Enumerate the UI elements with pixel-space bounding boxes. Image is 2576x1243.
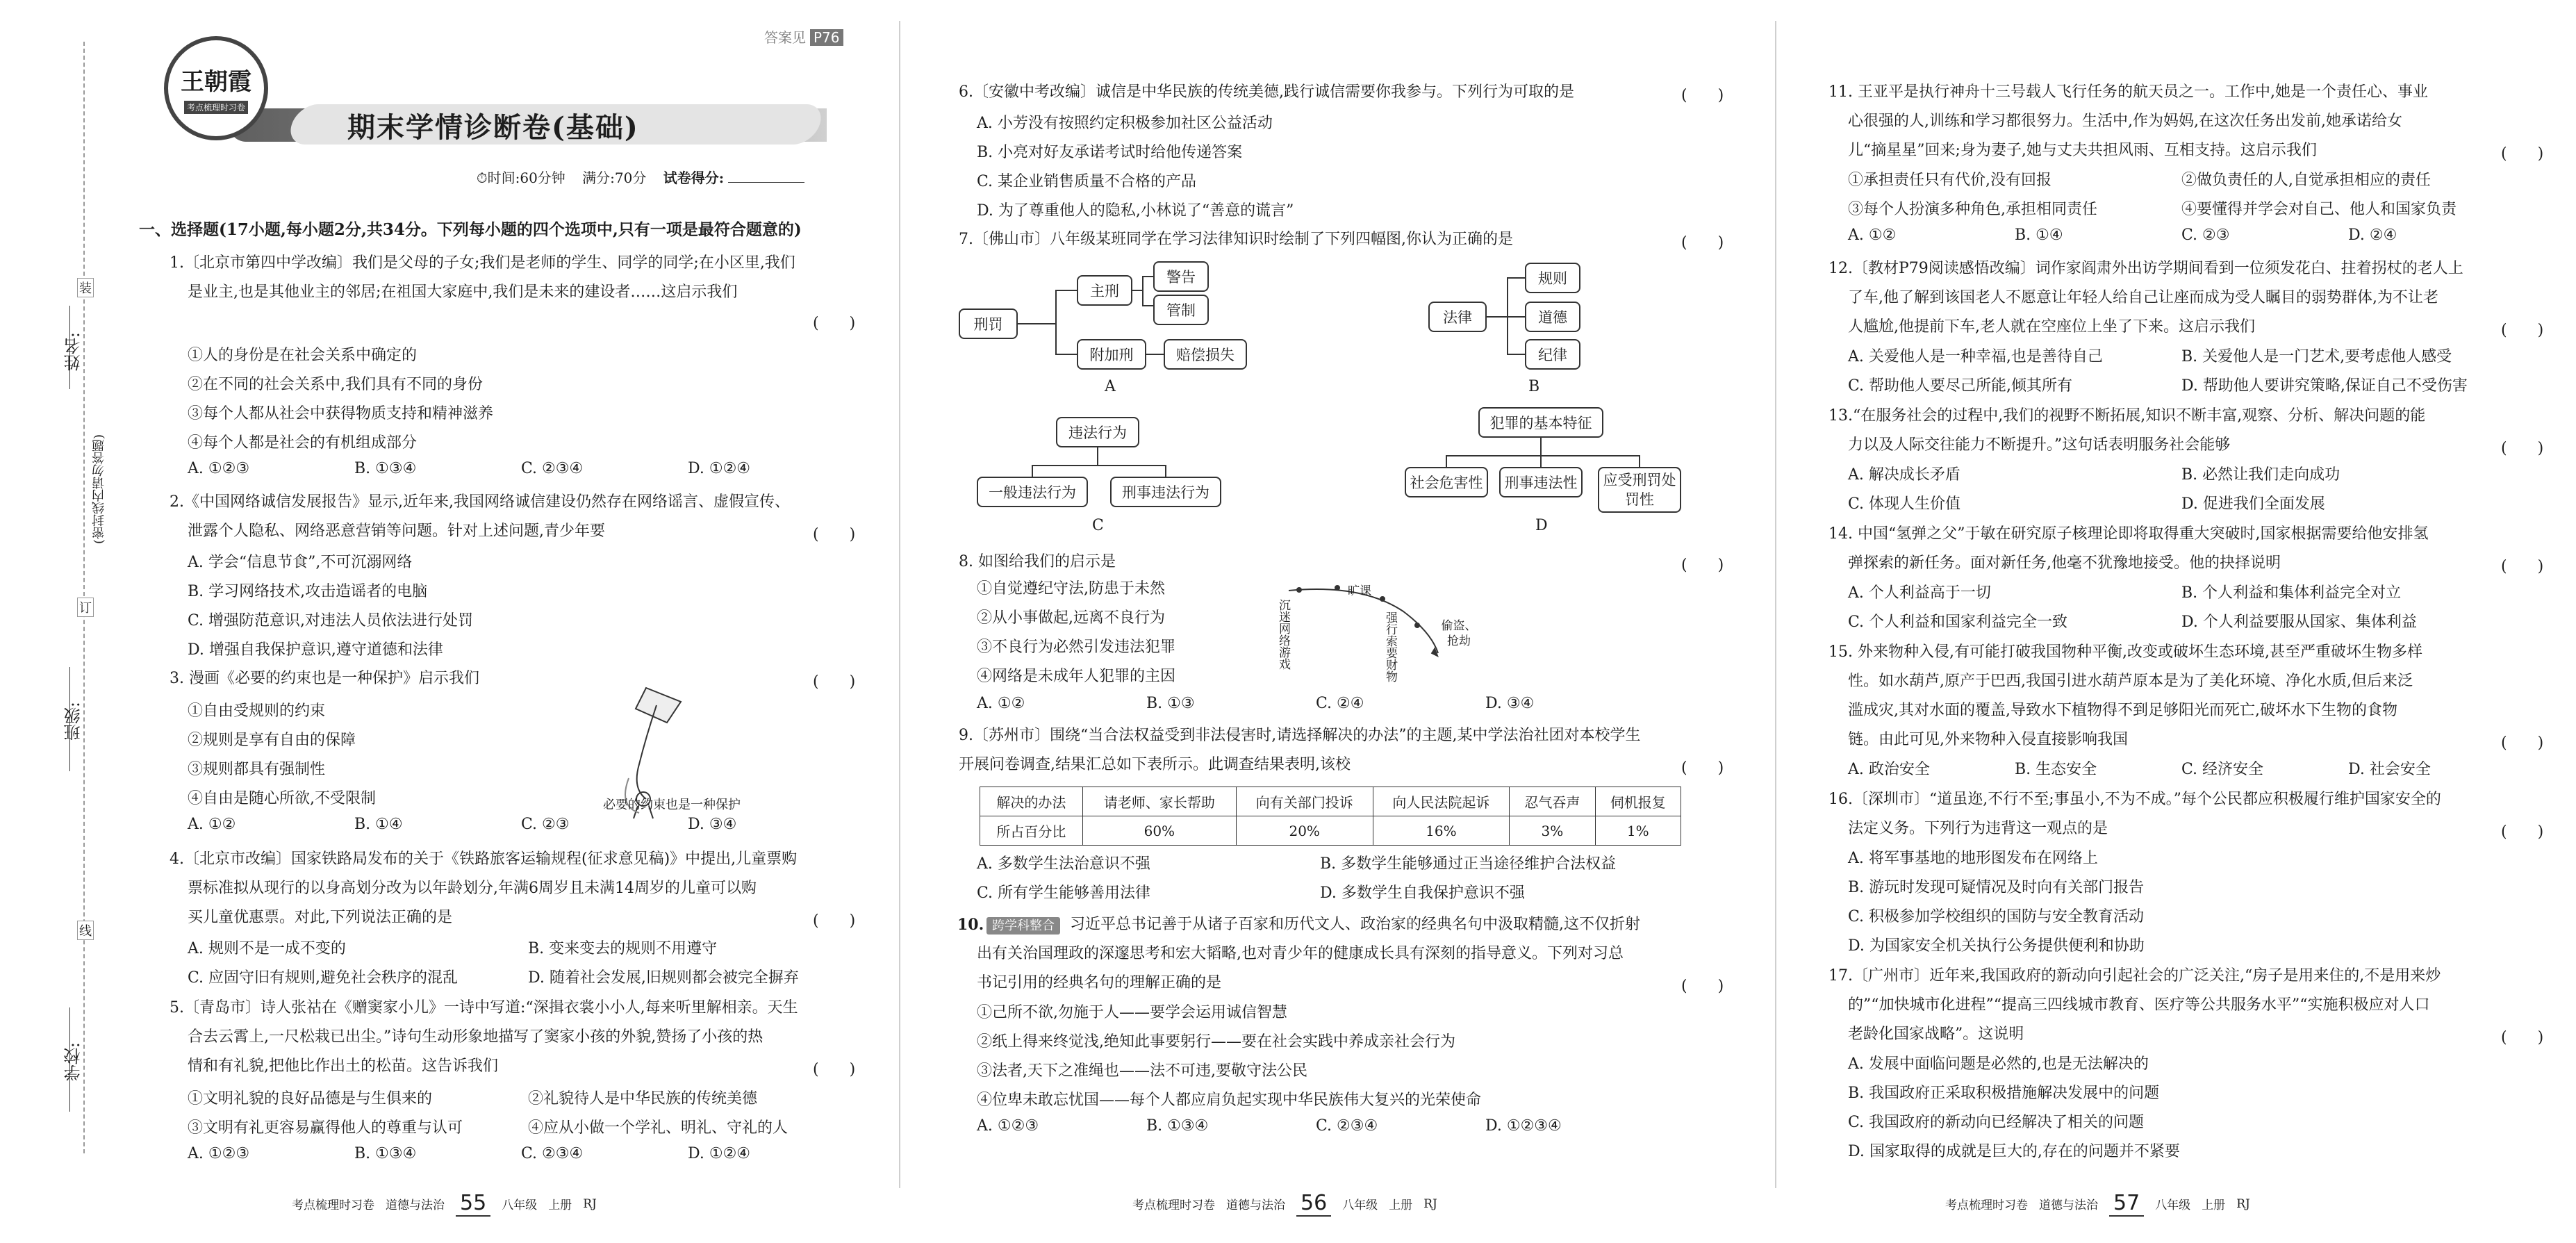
diagram-a-main: 主刑: [1077, 275, 1132, 306]
logo-text: 王朝霞: [181, 68, 251, 96]
option-b[interactable]: B. ①④: [2015, 227, 2063, 244]
table-row: 所占百分比 60% 20% 16% 3% 1%: [980, 816, 1681, 846]
option-c[interactable]: C. 积极参加学校组织的国防与安全教育活动: [1848, 908, 2145, 925]
page-footer: 考点梳理时习卷 道德与法治 56 八年级 上册 RJ: [1132, 1191, 1437, 1215]
option-a[interactable]: A. 规则不是一成不变的: [188, 940, 346, 957]
option-b[interactable]: B. 必然让我们走向成功: [2181, 466, 2340, 484]
option-c[interactable]: C. 经济安全: [2181, 761, 2264, 778]
option-d[interactable]: D. ①②③④: [1485, 1117, 1562, 1135]
option-b[interactable]: B. 变来变去的规则不用遵守: [528, 940, 718, 957]
option-d[interactable]: D. 为了尊重他人的隐私,小林说了“善意的谎言”: [977, 202, 1294, 220]
page-right: 11. 王亚平是执行神舟十三号载人飞行任务的航天员之一。工作中,她是一个责任心、事业 心很强的人,训练和学习都很努力。生活中,作为妈妈,在这次任务出发前,她承诺给女 儿“摘星星”回来;身为妻子,她与丈夫共担风雨、互相支持。这启示我们 ( ) ①承担责任只有代价,没有回报 ②做负责任的人,自觉承担相应的责任 ③每个人扮演多种角色,承担相同责任 ④要懂得并学会对自己、他人和国家负责 A. ①② B. ①④ C. ②③ D. ②④ 12.〔教材P79阅读感悟改编〕词作家阎肃外出访学期间看到一位须发花白、拄着拐杖的老人上 了车,他了解到该国老人不愿意让年轻人给自己让座而成为受人瞩目的弱势群体,为不让老 人尴尬,他提前下车,老人就在空座位上坐了下来。这启示我们 ( ) A. 关爱他人是一种幸福,也是善待自己 B. 关爱他人是一门艺术,要考虑他人感受 C. 帮助他人要尽己所能,倾其所有 D. 帮助他人要讲究策略,保证自己不受伤害 13.“在服务社会的过程中,我们的视野不断拓展,知识不断丰富,观察、分析、解决问题的能 力以及人际交往能力不断提升。”这句话表明服务社会能够 ( ) A. 解决成长矛盾 B. 必然让我们走向成功 C. 体现人生价值 D. 促进我们全面发展 14. 中国“氢弹之父”于敏在研究原子核理论即将取得重大突破时,国家根据需要给他安排氢 弹探索的新任务。面对新任务,他毫不犹豫地接受。他的抉择说明 ( ) A. 个人利益高于一切 B. 个人利益和集体利益完全对立 C. 个人利益和国家利益完全一致 D. 个人利益要服从国家、集体利益 15. 外来物种入侵,有可能打破我国物种平衡,改变或破坏生态环境,甚至严重破坏生物多样 性。如水葫芦,原产于巴西,我国引进水葫芦原本是为了美化环境、净化水质,但后来泛 滥成灾,其对水面的覆盖,导致水下植物得不到足够阳光而死亡,破坏水下生物的食物 链。由此可见,外来物种入侵直接影响我国 ( ) A. 政治安全 B. 生态安全 C. 经济安全 D. 社会安全 16.〔深圳市〕“道虽迩,不行不至;事虽小,不为不成。”每个公民都应积极履行维护国家安全的 法定义务。下列行为违背这一观点的是 ( ) A. 将军事基地的地形图发布在网络上 B. 游玩时发现可疑情况及时向有关部门报告 C. 积极参加学校组织的国防与安全教育活动 D. 为国家安全机关执行公务提供便利和协助 17.〔广州市〕近年来,我国政府的新动向引起社会的广泛关注,“房子是用来住的,不是用来炒 的”“加快城市化进程”“提高三四线城市教育、医疗等公共服务水平”“实施积极应对人口 老龄化国家战略”。这说明 ( ) A. 发展中面临问题是必然的,也是无法解决的 B. 我国政府正采取积极措施解决发展中的问题 C. 我国政府的新动向已经解决了相关的问题 D. 国家取得的成就是巨大的,存在的问题并不紧要 考点梳理时习卷 道德与法治 57 八年级 上册 RJ: [1828, 83, 2544, 1215]
option-a[interactable]: A. 学会“信息节食”,不可沉溺网络: [188, 554, 413, 571]
page-footer: 考点梳理时习卷 道德与法治 57 八年级 上册 RJ: [1945, 1191, 2250, 1215]
option-d[interactable]: D. 为国家安全机关执行公务提供便利和协助: [1848, 937, 2145, 955]
option-a[interactable]: A. ①②③: [188, 1145, 250, 1162]
diagram-b-rule: 规则: [1525, 263, 1580, 293]
answer-paren[interactable]: ( ): [2501, 322, 2544, 339]
option-a[interactable]: A. 个人利益高于一切: [1848, 584, 1991, 602]
option-d[interactable]: D. 多数学生自我保护意识不强: [1320, 884, 1525, 902]
option-a[interactable]: A. 发展中面临问题是必然的,也是无法解决的: [1848, 1055, 2149, 1073]
answer-paren[interactable]: ( ): [813, 673, 856, 691]
option-d[interactable]: D. ③④: [1485, 695, 1535, 712]
option-d[interactable]: D. 国家取得的成就是巨大的,存在的问题并不紧要: [1848, 1143, 2180, 1160]
diagram-d-a: 社会危害性: [1405, 467, 1488, 497]
option-c[interactable]: C. 应固守旧有规则,避免社会秩序的混乱: [188, 969, 459, 987]
diagram-d-c: 应受刑罚处罚性: [1598, 467, 1681, 513]
figure-label-b: 旷课: [1348, 584, 1371, 598]
option-b[interactable]: B. 学习网络技术,攻击造谣者的电脑: [188, 583, 428, 600]
option-c[interactable]: C. 个人利益和国家利益完全一致: [1848, 614, 2068, 631]
option-b[interactable]: B. ①③④: [1146, 1117, 1209, 1135]
option-b[interactable]: B. 小亮对好友承诺考试时给他传递答案: [977, 144, 1243, 161]
column-divider: [1775, 21, 1776, 1188]
option-c[interactable]: C. 所有学生能够善用法律: [977, 884, 1151, 902]
seal-mark: 订: [77, 598, 94, 617]
answer-paren[interactable]: ( ): [813, 1061, 856, 1078]
answer-paren[interactable]: ( ): [813, 526, 856, 543]
survey-table: [980, 787, 1681, 846]
option-d[interactable]: D. ②④: [2348, 227, 2397, 244]
class-label: 班级:: [64, 702, 83, 741]
page-left: 姓名: 班级: 学校: (密封线内请勿答题) 装 订 线 答案见 P76 王朝霞 考点梳理时习卷 期末学情诊断卷(基础) ⏱时间:60分钟 满分:70分 试卷得分: 一、选择题(17小题,每小题2分,共34分。下列每小题的四个选项中,只有一项是最符合题意的) 1.〔北京市第四中学改编〕我们是父母的子女;我们是老师的学生、同学的同学;在小区里,我们 是业主,也是其他业主的邻居;在祖国大家庭中,我们是未来的建设者……这启示我们 ( ) ①人的身份是在社会关系中确定的 ②在不同的社会关系中,我们具有不同的身份 ③每个人都从社会中获得物质支持和精神滋养 ④每个人都是社会的有机组成部分 A. ①②③ B. ①③④ C. ②③④ D. ①②④ 2.《中国网络诚信发展报告》显示,近年来,我国网络诚信建设仍然存在网络谣言、虚假宣传、 泄露个人隐私、网络恶意营销等问题。针对上述问题,青少年要 ( ) A. 学会“信息节食”,不可沉溺网络 B. 学习网络技术,攻击造谣者的电脑 C. 增强防范意识,对违法人员依法进行处罚 D. 增强自我保护意识,遵守道德和法律 3. 漫画《必要的约束也是一种保护》启示我们 ( ) ①自由受规则的约束 ②规则是享有自由的保障 ③规则都具有强制性 ④自由是随心所欲,不受限制 A. ①② B. ①④ C. ②③ D. ③④ 必要的约束也是一种保护 4.〔北京市改编〕国家铁路局发布的关于《铁路旅客运输规程(征求意见稿)》中提出,儿童票购 票标准拟从现行的以身高划分改为以年龄划分,年满6周岁且未满14周岁的儿童可以购 买儿童优惠票。对此,下列说法正确的是 ( ) A. 规则不是一成不变的 B. 变来变去的规则不用遵守 C. 应固守旧有规则,避免社会秩序的混乱 D. 随着社会发展,旧规则都会被完全摒弃 5.〔青岛市〕诗人张祜在《赠窦家小儿》一诗中写道:“深揖衣裳小小人,每来听里解相亲。天生 合去云霄上,一尺松栽已出尘。”诗句生动形象地描写了窦家小孩的外貌,赞扬了小孩的热 情和有礼貌,把他比作出土的松苗。这告诉我们 ( ) ①文明礼貌的良好品德是与生俱来的 ②礼貌待人是中华民族的传统美德 ③文明有礼更容易赢得他人的尊重与认可 ④应从小做一个学礼、明礼、守礼的人 A. ①②③ B. ①③④ C. ②③④ D. ①②④ 考点梳理时习卷 道德与法治 55 八年级 上册 RJ: [0, 0, 861, 1243]
diagram-c-a: 一般违法行为: [977, 477, 1088, 507]
page-footer: 考点梳理时习卷 道德与法治 55 八年级 上册 RJ: [292, 1191, 597, 1215]
cartoon-caption: 必要的约束也是一种保护: [603, 798, 741, 812]
option-d[interactable]: D. 随着社会发展,旧规则都会被完全摒弃: [528, 969, 799, 987]
option-d[interactable]: D. 个人利益要服从国家、集体利益: [2181, 614, 2417, 631]
answer-paren[interactable]: ( ): [2501, 734, 2544, 752]
diagram-a-root: 刑罚: [959, 308, 1018, 339]
option-c[interactable]: C. ②③: [2181, 227, 2230, 244]
option-a[interactable]: A. 将军事基地的地形图发布在网络上: [1848, 850, 2098, 867]
option-d[interactable]: D. 增强自我保护意识,遵守道德和法律: [188, 641, 443, 659]
option-a[interactable]: A. ①②: [1848, 227, 1897, 244]
option-a[interactable]: A. 关爱他人是一种幸福,也是善待自己: [1848, 348, 2103, 365]
diagram-a-extra: 附加刑: [1077, 339, 1146, 370]
option-a[interactable]: A. 多数学生法治意识不强: [977, 855, 1150, 873]
option-a[interactable]: A. 解决成长矛盾: [1848, 466, 1960, 484]
option-b[interactable]: B. 个人利益和集体利益完全对立: [2181, 584, 2402, 602]
option-a[interactable]: A. 政治安全: [1848, 761, 1930, 778]
option-d[interactable]: D. 促进我们全面发展: [2181, 495, 2325, 513]
option-c[interactable]: C. 某企业销售质量不合格的产品: [977, 173, 1197, 190]
option-b[interactable]: B. ①④: [354, 816, 403, 833]
diagram-d-root: 犯罪的基本特征: [1478, 407, 1603, 438]
option-d[interactable]: D. ①②④: [688, 1145, 751, 1162]
slippery-slope-figure: [903, 0, 1765, 1243]
option-d[interactable]: D. ③④: [688, 816, 737, 833]
option-c[interactable]: C. ②③④: [521, 460, 584, 477]
option-b[interactable]: B. ①③: [1146, 695, 1195, 712]
score-info: 满分:70分: [582, 170, 647, 186]
logo-sub: 考点梳理时习卷: [184, 101, 248, 114]
score-label: 试卷得分:: [663, 170, 725, 186]
page-title: 期末学情诊断卷(基础): [347, 111, 639, 144]
answer-paren[interactable]: ( ): [1681, 234, 1724, 252]
answer-ref: 答案见 P76: [764, 26, 843, 47]
seal-mark: 装: [77, 278, 94, 297]
option-b[interactable]: B. ①③④: [354, 460, 417, 477]
answer-paren[interactable]: ( ): [1681, 759, 1724, 777]
option-a[interactable]: A. ①②: [188, 816, 236, 833]
diagram-a-warn: 警告: [1153, 261, 1209, 292]
diagram-a-comp: 赔偿损失: [1164, 339, 1247, 370]
option-a[interactable]: A. ①②③: [977, 1117, 1039, 1135]
answer-paren[interactable]: ( ): [1681, 978, 1724, 995]
page-number: 55: [456, 1191, 490, 1217]
figure-label-a: 沉迷网络游戏: [1276, 599, 1290, 670]
diagram-b-disc: 纪律: [1525, 339, 1580, 370]
option-d[interactable]: D. 社会安全: [2348, 761, 2431, 778]
option-c[interactable]: C. 帮助他人要尽己所能,倾其所有: [1848, 377, 2073, 395]
diagram-b-root: 法律: [1428, 302, 1487, 332]
option-b[interactable]: B. 游玩时发现可疑情况及时向有关部门报告: [1848, 879, 2145, 896]
answer-paren[interactable]: ( ): [2501, 440, 2544, 457]
option-b[interactable]: B. 多数学生能够通过正当途径维护合法权益: [1320, 855, 1617, 873]
option-b[interactable]: B. 生态安全: [2015, 761, 2097, 778]
seal-mark: 线: [77, 921, 94, 940]
answer-paren[interactable]: ( ): [1681, 87, 1724, 104]
option-c[interactable]: C. ②③④: [1316, 1117, 1378, 1135]
time-info: ⏱时间:60分钟: [477, 170, 565, 186]
option-c[interactable]: C. 体现人生价值: [1848, 495, 1961, 513]
section-title: 一、选择题(17小题,每小题2分,共34分。下列每小题的四个选项中,只有一项是最符合题意的): [139, 220, 802, 239]
answer-paren[interactable]: ( ): [813, 315, 856, 332]
cross-discipline-badge: 跨学科整合: [986, 917, 1060, 935]
column-divider: [899, 21, 900, 1188]
option-c[interactable]: C. ②③: [521, 816, 570, 833]
option-d[interactable]: D. ①②④: [688, 460, 751, 477]
answer-paren[interactable]: ( ): [2501, 1029, 2544, 1046]
option-a[interactable]: A. ①②: [977, 695, 1025, 712]
diagram-c-b: 刑事违法行为: [1110, 477, 1221, 507]
option-c[interactable]: C. ②③④: [521, 1145, 584, 1162]
seal-note: (密封线内请勿答题): [90, 434, 108, 544]
option-c[interactable]: C. 增强防范意识,对违法人员依法进行处罚: [188, 612, 474, 629]
option-b[interactable]: B. ①③④: [354, 1145, 417, 1162]
option-a[interactable]: A. ①②③: [188, 460, 250, 477]
page-number: 56: [1296, 1191, 1331, 1217]
option-b[interactable]: B. 关爱他人是一门艺术,要考虑他人感受: [2181, 348, 2452, 365]
table-row: 解决的办法 请老师、家长帮助 向有关部门投诉 向人民法院起诉 忍气吞声 伺机报复: [980, 787, 1681, 816]
answer-paren[interactable]: ( ): [2501, 823, 2544, 841]
figure-label-d: 偷盗、抢劫: [1441, 619, 1477, 648]
option-a[interactable]: A. 小芳没有按照约定积极参加社区公益活动: [977, 115, 1273, 132]
option-c[interactable]: C. ②④: [1316, 695, 1364, 712]
figure-label-c: 强行索要财物: [1383, 611, 1397, 682]
diagram-b-moral: 道德: [1525, 302, 1580, 332]
option-c[interactable]: C. 我国政府的新动向已经解决了相关的问题: [1848, 1114, 2145, 1131]
page-number: 57: [2109, 1191, 2144, 1217]
page-middle: 6.〔安徽中考改编〕诚信是中华民族的传统美德,践行诚信需要你我参与。下列行为可取的是 ( ) A. 小芳没有按照约定积极参加社区公益活动 B. 小亮对好友承诺考试时给他传递答案 C. 某企业销售质量不合格的产品 D. 为了尊重他人的隐私,小林说了“善意的谎言” 7.〔佛山市〕八年级某班同学在学习法律知识时绘制了下列四幅图,你认为正确的是 ( ) 刑罚 主刑 警告 管制 附加刑 赔偿损失 A 法律 规则 道德 纪律 B 违法行为 一般违法行为 刑事违法行为 C 犯罪的基本特征 社会危害性 刑事违法性 应受刑罚处罚性 D 8. 如图给我们的启示是 ( ) ①自觉遵纪守法,防患于未然 ②从小事做起,远离不良行为 ③不良行为必然引发违法犯罪 ④网络是未成年人犯罪的主因 沉迷网络游戏 旷课 强行索要财物 偷盗、抢劫 A. ①② B. ①③ C. ②④ D. ③④ 9.〔苏州市〕围绕“当合法权益受到非法侵害时,请选择解决的办法”的主题,某中学法治社团对本校学生 开展问卷调查,结果汇总如下表所示。此调查结果表明,该校 ( ) 解决的办法 请老师、家长帮助 向有关部门投诉 向人民法院起诉 忍气吞声 伺机报复 所占百分比 60% 20% 16% 3% 1% A. 多数学生法治意识不强 B. 多数学生能够通过正当途径维护合法权益 C. 所有学生能够善用法律 D. 多数学生自我保护意识不强 10. 跨学科整合 习近平总书记善于从诸子百家和历代文人、政治家的经典名句中汲取精髓,这不仅折射 出有关治国理政的深邃思考和宏大韬略,也对青少年的健康成长具有深刻的指导意义。下列对习总 书记引用的经典名句的理解正确的是 ( ) ①己所不欲,勿施于人——要学会运用诚信智慧 ②纸上得来终觉浅,绝知此事要躬行——要在社会实践中养成亲社会行为 ③法者,天下之准绳也——法不可违,要敬守法公民 ④位卑未敢忘忧国——每个人都应肩负起实现中华民族伟大复兴的光荣使命 A. ①②③ B. ①③④ C. ②③④ D. ①②③④ 考点梳理时习卷 道德与法治 56 八年级 上册 RJ: [903, 0, 1765, 1243]
diagram-a-control: 管制: [1153, 295, 1209, 325]
answer-paren[interactable]: ( ): [1681, 557, 1724, 574]
answer-paren[interactable]: ( ): [813, 912, 856, 930]
diagram-c-root: 违法行为: [1056, 417, 1139, 447]
option-d[interactable]: D. 帮助他人要讲究策略,保证自己不受伤害: [2181, 377, 2468, 395]
answer-paren[interactable]: ( ): [2501, 558, 2544, 575]
answer-paren[interactable]: ( ): [2501, 145, 2544, 163]
name-label: 姓名:: [64, 332, 83, 372]
school-label: 学校:: [64, 1042, 83, 1082]
option-b[interactable]: B. 我国政府正采取积极措施解决发展中的问题: [1848, 1085, 2160, 1102]
diagram-d-b: 刑事违法性: [1499, 467, 1583, 497]
